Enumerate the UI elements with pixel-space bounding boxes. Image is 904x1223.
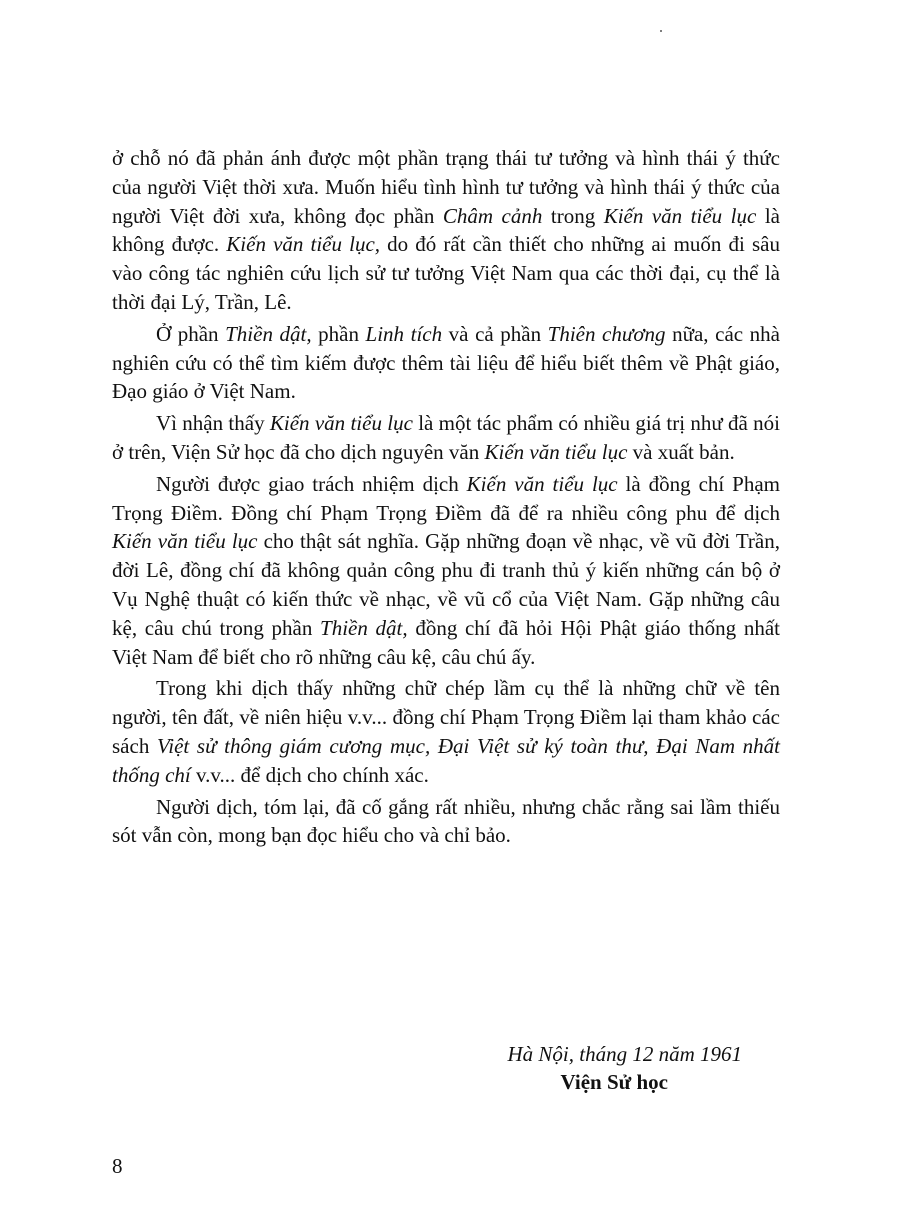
paragraph (112, 793, 780, 851)
italic-title: Thiền dật, (225, 321, 312, 346)
text-run: Người dịch, tóm lại, đã cố gắng rất nhiều, nhưng chắc rằng sai lầm thiếu sót vẫn còn, mong bạn đọc hiểu cho và chỉ bảo. (112, 794, 780, 848)
italic-title: Kiến văn tiểu lục (466, 471, 618, 496)
text-run: cho thật sát nghĩa. Gặp những đoạn về nhạc, về vũ đời Trần, đời Lê, đồng chí đã không quản công phu đi tranh thủ ý kiến những cán bộ ở Vụ Nghệ thuật có kiến thức về nhạc, về vũ cổ của Việt Nam. Gặp những câu kệ, câu chú trong phần (112, 529, 780, 640)
text-run: là một tác phẩm có nhiều giá trị như đã nói ở trên, Viện Sử học đã cho dịch nguyên văn (112, 411, 780, 464)
italic-title: Kiến văn tiểu lục (603, 203, 757, 228)
italic-title: Linh tích (365, 321, 443, 346)
body-text (112, 144, 780, 853)
scan-speck (660, 30, 662, 32)
text-run: là không được. (112, 203, 780, 257)
text-run: và xuất bản. (627, 439, 735, 464)
italic-title: Thiền dật, (320, 615, 408, 640)
text-run: Người được giao trách nhiệm dịch (156, 471, 467, 496)
italic-title: Kiến văn tiểu lục (484, 439, 628, 464)
text-run: và cả phần (442, 321, 548, 346)
signature-place-date: Hà Nội, tháng 12 năm 1961 (507, 1042, 742, 1066)
page-number: 8 (112, 1154, 123, 1178)
text-run: là đồng chí Phạm Trọng Điềm. Đồng chí Phạm Trọng Điềm đã để ra nhiều công phu để dịch (112, 471, 780, 525)
text-run: do đó rất cần thiết cho những ai muốn đi sâu vào công tác nghiên cứu lịch sử tư tưởng Việt Nam qua các thời đại, cụ thể là thời đại Lý, Trần, Lê. (112, 232, 780, 314)
text-run: v.v... để dịch cho chính xác. (190, 762, 429, 787)
paragraph (112, 144, 780, 317)
signature-organization: Viện Sử học (560, 1070, 668, 1094)
italic-title: Châm cảnh (442, 203, 543, 228)
paragraph (112, 470, 780, 672)
paragraph (112, 409, 780, 467)
paragraph (112, 674, 780, 789)
text-run: nữa, các nhà nghiên cứu có thể tìm kiếm được thêm tài liệu để hiểu biết thêm về Phật giáo, Đạo giáo ở Việt Nam. (112, 321, 780, 404)
italic-title: Thiên chương (547, 321, 666, 346)
text-run: Ở phần (156, 321, 226, 346)
italic-title: Kiến văn tiểu lục (269, 411, 413, 436)
text-run: trong (542, 203, 604, 228)
text-run: phần (311, 321, 366, 346)
italic-title: Kiến văn tiểu lục (112, 529, 258, 554)
text-run: Vì nhận thấy (156, 411, 270, 436)
italic-title: Kiến văn tiểu lục, (226, 232, 381, 257)
text-run: ở chỗ nó đã phản ánh được một phần trạng thái tư tưởng và hình thái ý thức của người Việt thời xưa. Muốn hiểu tình hình tư tưởng và hình thái ý thức của người Việt đời xưa, không đọc phần (112, 146, 780, 228)
paragraph (112, 320, 780, 406)
text-run: đồng chí đã hỏi Hội Phật giáo thống nhất Việt Nam để biết cho rõ những câu kệ, câu chú ấy. (112, 615, 780, 669)
signature-block (420, 1040, 750, 1096)
italic-title: Việt sử thông giám cương mục, Đại Việt sử ký toàn thư, Đại Nam nhất thống chí (112, 733, 781, 787)
text-run: Trong khi dịch thấy những chữ chép lầm cụ thể là những chữ về tên người, tên đất, về niên hiệu v.v... đồng chí Phạm Trọng Điềm lại tham khảo các sách (112, 676, 780, 758)
